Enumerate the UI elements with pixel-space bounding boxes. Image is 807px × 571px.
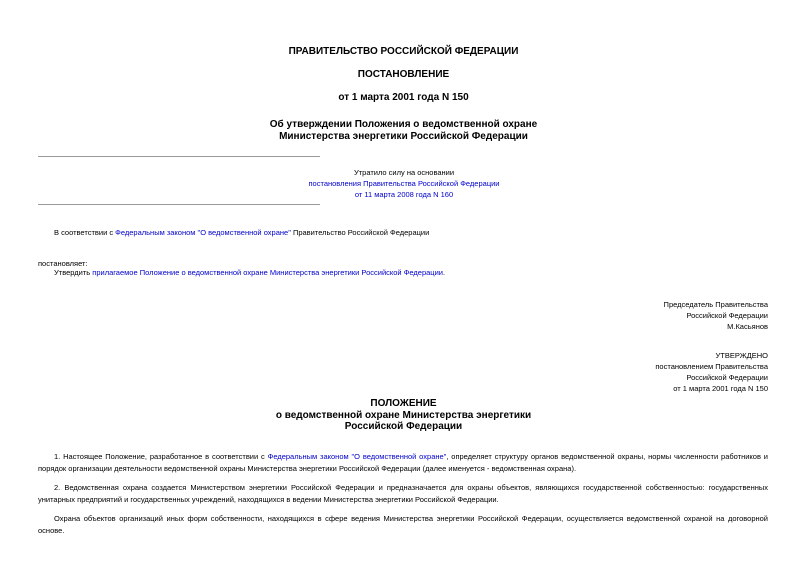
paragraph-2-text: 2. Ведомственная охрана создается Министерством энергетики Российской Федерации и предназначается для охраны объектов, являющихся государственной собственностью: государственных унитарных предприятий и государственных учреждений, находящихся в ведении Министерства энергетики Российской Федерации. xyxy=(38,483,768,504)
document-title-line-1: Об утверждении Положения о ведомственной охране xyxy=(269,119,538,130)
status-note-line-1: Утратило силу на основании xyxy=(353,168,455,177)
signature-line-1: Председатель Правительства xyxy=(663,300,768,309)
top-divider xyxy=(38,156,320,157)
attached-regulation-link[interactable]: прилагаемое Положение о ведомственной охране Министерства энергетики Российской Федерации xyxy=(92,268,443,277)
preamble-prefix: В соответствии с xyxy=(54,228,116,237)
regulation-subtitle-1: о ведомственной охране Министерства энергетики xyxy=(275,410,532,421)
paragraph-1-prefix: 1. Настоящее Положение, разработанное в соответствии с xyxy=(54,452,268,461)
preamble-suffix: Правительство Российской Федерации xyxy=(290,228,430,237)
signature-block xyxy=(664,299,768,332)
federal-law-link[interactable]: Федеральным законом "О ведомственной охране" xyxy=(115,228,291,237)
approved-line-1: УТВЕРЖДЕНО xyxy=(715,351,768,360)
resolves-label: постановляет: xyxy=(38,259,88,268)
document-title-line-2: Министерства энергетики Российской Федерации xyxy=(279,131,528,142)
regulation-title: ПОЛОЖЕНИЕ xyxy=(370,398,437,409)
regulation-subtitle-2: Российской Федерации xyxy=(344,421,463,432)
paragraph-2 xyxy=(38,482,768,506)
bottom-divider xyxy=(38,204,320,205)
government-heading: ПРАВИТЕЛЬСТВО РОССИЙСКОЙ ФЕДЕРАЦИИ xyxy=(288,46,519,57)
paragraph-3 xyxy=(38,513,768,537)
paragraph-1-suffix: , определяет структуру органов ведомственной охраны, нормы численности работников и порядок организации деятельности ведомственной охраны Министерства энергетики Российской Федерации (далее именуется - ведомственная охрана). xyxy=(38,452,768,473)
approved-block xyxy=(655,350,768,394)
repeal-decree-date-link[interactable]: от 11 марта 2008 года N 160 xyxy=(354,190,454,199)
repeal-decree-link[interactable]: постановления Правительства Российской Федерации xyxy=(308,179,500,188)
paragraph-3-text: Охрана объектов организаций иных форм собственности, находящихся в сфере ведения Министерства энергетики Российской Федерации, осуществляется ведомственной охраной на договорной основе. xyxy=(38,514,768,535)
approved-line-3: Российской Федерации xyxy=(686,373,768,382)
document-type-heading: ПОСТАНОВЛЕНИЕ xyxy=(357,69,450,80)
resolves-suffix: . xyxy=(442,268,446,277)
signature-line-2: Российской Федерации xyxy=(686,311,768,320)
approved-line-4: от 1 марта 2001 года N 150 xyxy=(673,384,768,393)
paragraph-1-law-link[interactable]: Федеральным законом "О ведомственной охране" xyxy=(267,452,447,461)
approved-line-2: постановлением Правительства xyxy=(655,362,768,371)
resolves-prefix: Утвердить xyxy=(54,268,93,277)
preamble xyxy=(54,227,774,238)
status-note-link-wrapper-2 xyxy=(254,189,554,200)
resolves-text xyxy=(54,267,774,278)
signature-line-3: М.Касьянов xyxy=(727,322,768,331)
status-note-link-wrapper xyxy=(254,178,554,189)
paragraph-1 xyxy=(38,451,768,475)
document-date-number: от 1 марта 2001 года N 150 xyxy=(338,92,469,103)
